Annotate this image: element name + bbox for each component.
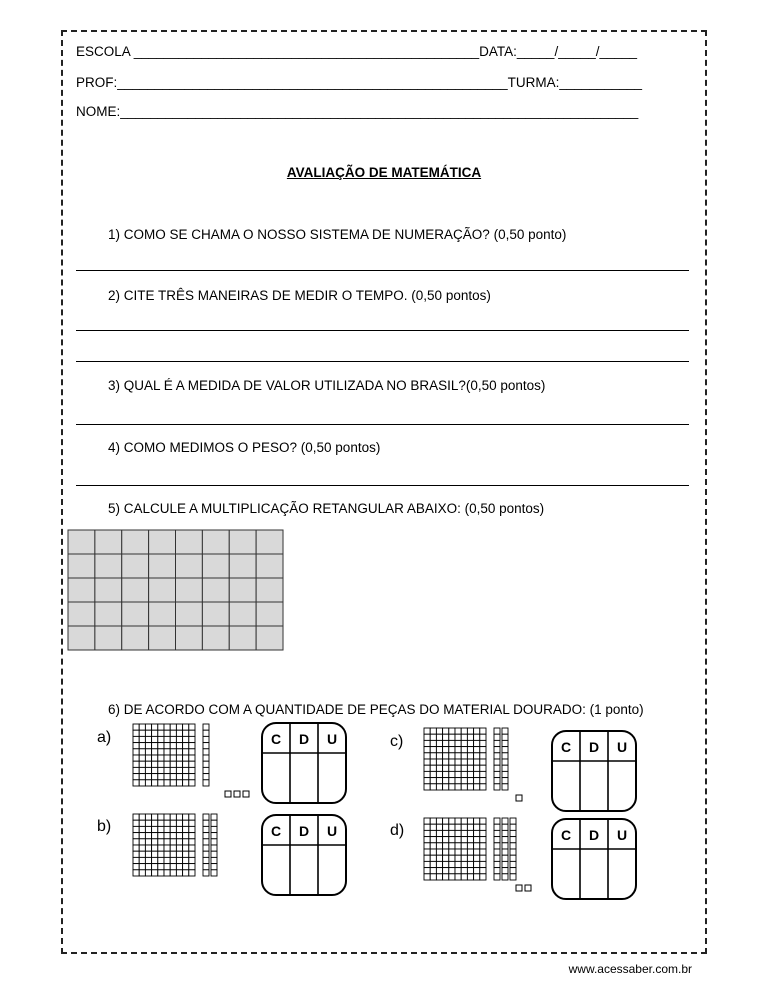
grid-cell: [202, 602, 229, 626]
item-label-d: d): [390, 822, 405, 839]
unidade-cube: [234, 791, 240, 797]
grid-cell: [176, 530, 203, 554]
grid-cell: [256, 626, 283, 650]
grid-cell: [95, 626, 122, 650]
centena-plate: [133, 724, 195, 786]
page-title: AVALIAÇÃO DE MATEMÁTICA: [286, 165, 482, 180]
dezena-bar: [203, 814, 209, 876]
multiplication-grid: [68, 530, 284, 651]
dourado-item-d: [424, 818, 636, 899]
unidade-cube: [525, 885, 531, 891]
grid-cell: [68, 578, 95, 602]
question-1: 1) COMO SE CHAMA O NOSSO SISTEMA DE NUMERAÇÃO? (0,50 ponto): [108, 227, 567, 242]
grid-cell: [149, 530, 176, 554]
cdu-label: D: [298, 823, 310, 839]
question-5: 5) CALCULE A MULTIPLICAÇÃO RETANGULAR ABAIXO: (0,50 pontos): [108, 501, 545, 516]
dezena-bar: [502, 818, 508, 880]
item-label-c: c): [390, 733, 404, 750]
grid-cell: [176, 626, 203, 650]
grid-cell: [202, 554, 229, 578]
cdu-chart: [262, 723, 346, 803]
dezena-bar: [211, 814, 217, 876]
grid-cell: [95, 530, 122, 554]
grid-cell: [149, 554, 176, 578]
grid-cell: [122, 530, 149, 554]
grid-cell: [229, 530, 256, 554]
centena-plate: [133, 814, 195, 876]
grid-cell: [122, 554, 149, 578]
grid-cell: [95, 554, 122, 578]
grid-cell: [95, 602, 122, 626]
cdu-label: U: [326, 823, 338, 839]
grid-cell: [149, 626, 176, 650]
grid-cell: [229, 626, 256, 650]
unidade-cube: [243, 791, 249, 797]
grid-cell: [256, 530, 283, 554]
grid-cell: [68, 626, 95, 650]
grid-cell: [229, 578, 256, 602]
dezena-bar: [203, 724, 209, 786]
unidade-cube: [516, 795, 522, 801]
cdu-label: C: [560, 739, 572, 755]
cdu-label: D: [588, 739, 600, 755]
footer-url: www.acessaber.com.br: [568, 962, 692, 976]
dezena-bar: [494, 728, 500, 790]
grid-cell: [149, 602, 176, 626]
cdu-chart: [262, 815, 346, 895]
cdu-label: C: [270, 823, 282, 839]
grid-cell: [229, 554, 256, 578]
grid-cell: [68, 602, 95, 626]
header-prof: PROF:____________________________________________________TURMA:___________: [76, 75, 643, 90]
answer-line: [76, 361, 689, 362]
grid-cell: [176, 554, 203, 578]
cdu-label: U: [326, 731, 338, 747]
cdu-label: D: [588, 827, 600, 843]
unidade-cube: [516, 885, 522, 891]
dourado-item-a: [133, 723, 346, 803]
grid-cell: [176, 578, 203, 602]
question-3: 3) QUAL É A MEDIDA DE VALOR UTILIZADA NO BRASIL?(0,50 pontos): [108, 378, 546, 393]
dezena-bar: [510, 818, 516, 880]
grid-cell: [122, 626, 149, 650]
question-2: 2) CITE TRÊS MANEIRAS DE MEDIR O TEMPO. (0,50 pontos): [108, 288, 491, 303]
centena-plate: [424, 818, 486, 880]
grid-cell: [256, 554, 283, 578]
cdu-label: C: [270, 731, 282, 747]
item-label-b: b): [97, 818, 112, 835]
answer-line: [76, 270, 689, 271]
dourado-item-c: [424, 728, 636, 811]
header-nome: NOME:_____________________________________________________________________: [76, 104, 639, 119]
grid-cell: [202, 530, 229, 554]
material-dourado-figures: [0, 720, 768, 900]
question-4: 4) COMO MEDIMOS O PESO? (0,50 pontos): [108, 440, 381, 455]
centena-plate: [424, 728, 486, 790]
grid-cell: [95, 578, 122, 602]
answer-line: [76, 330, 689, 331]
dezena-bar: [494, 818, 500, 880]
grid-cell: [68, 554, 95, 578]
question-6: 6) DE ACORDO COM A QUANTIDADE DE PEÇAS DO MATERIAL DOURADO: (1 ponto): [108, 702, 644, 717]
item-label-a: a): [97, 729, 112, 746]
grid-cell: [122, 578, 149, 602]
grid-cell: [122, 602, 149, 626]
grid-cell: [256, 578, 283, 602]
cdu-label: C: [560, 827, 572, 843]
cdu-label: D: [298, 731, 310, 747]
grid-cell: [229, 602, 256, 626]
unidade-cube: [225, 791, 231, 797]
grid-cell: [68, 530, 95, 554]
cdu-chart: [552, 731, 636, 811]
grid-cell: [202, 626, 229, 650]
answer-line: [76, 485, 689, 486]
answer-line: [76, 424, 689, 425]
cdu-label: U: [616, 739, 628, 755]
grid-cell: [176, 602, 203, 626]
dezena-bar: [502, 728, 508, 790]
dourado-item-b: [133, 814, 346, 895]
grid-cell: [202, 578, 229, 602]
cdu-label: U: [616, 827, 628, 843]
grid-cell: [149, 578, 176, 602]
cdu-chart: [552, 819, 636, 899]
header-escola: ESCOLA ______________________________________________DATA:_____/_____/_____: [76, 44, 638, 59]
grid-cell: [256, 602, 283, 626]
